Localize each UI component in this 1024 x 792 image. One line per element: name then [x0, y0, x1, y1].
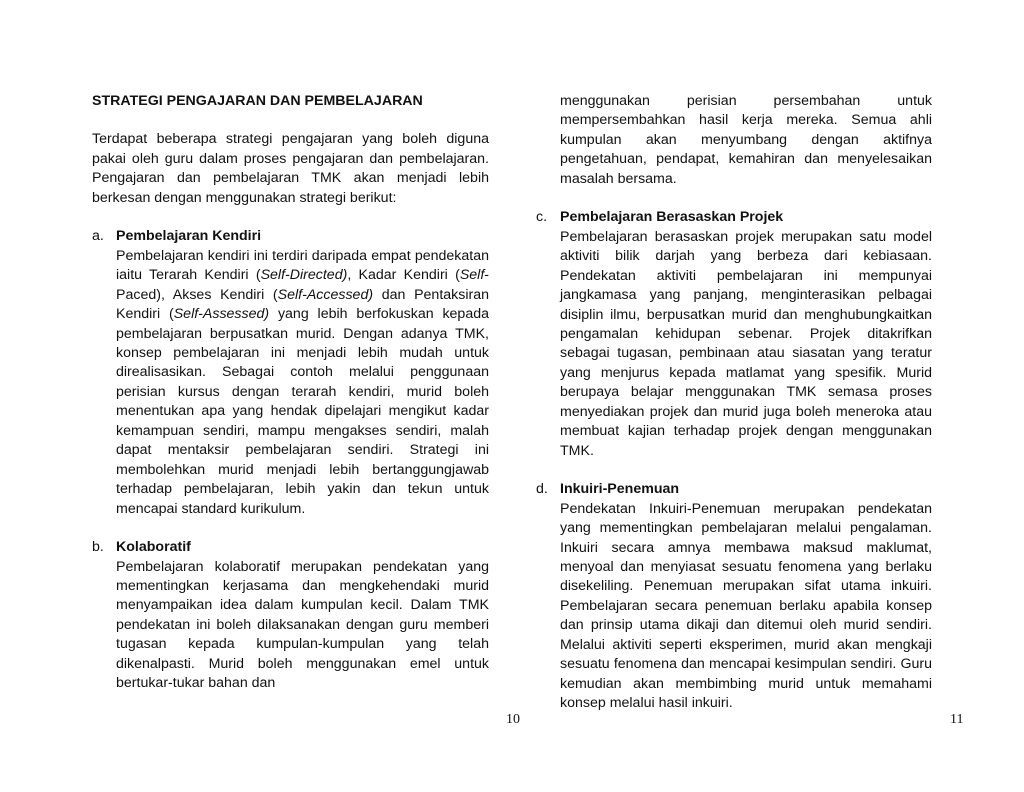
- left-page-column: [92, 92, 489, 694]
- item-a-title: Pembelajaran Kendiri: [116, 228, 262, 245]
- page-number-left: 10: [506, 712, 520, 727]
- page-number-right: 11: [950, 712, 964, 727]
- list-item-a: [92, 227, 489, 519]
- list-item-d: [536, 480, 932, 713]
- item-d-title: Inkuiri-Penemuan: [560, 481, 680, 498]
- item-b-text: Pembelajaran kolaboratif merupakan pendekatan yang mementingkan kerjasama dan mengkehendaki murid menyampaikan idea dalam kumpulan kecil. Dalam TMK pendekatan ini boleh dilaksanakan dengan guru memberi tugasan kepada kumpulan-kumpulan yang telah dikenalpasti. Murid boleh menggunakan emel untuk bertukar-tukar bahan dan: [116, 558, 489, 692]
- intro-paragraph: Terdapat beberapa strategi pengajaran yang boleh diguna pakai oleh guru dalam proses pengajaran dan pembelajaran. Pengajaran dan pembelajaran TMK akan menjadi lebih berkesan dengan menggunakan strategi berikut:: [92, 131, 489, 206]
- list-marker-a: a.: [92, 228, 104, 245]
- list-marker-b: b.: [92, 539, 104, 556]
- list-item-c: [536, 208, 932, 461]
- item-c-title: Pembelajaran Berasaskan Projek: [560, 209, 784, 226]
- item-b-title: Kolaboratif: [116, 539, 191, 556]
- list-marker-c: c.: [536, 209, 548, 226]
- item-a-text: Pembelajaran kendiri ini terdiri daripada empat pendekatan iaitu Terarah Kendiri (Self-Directed), Kadar Kendiri (Self-Paced), Akses Kendiri (Self-Accessed) dan Pentaksiran Kendiri (Self-Assessed) yang lebih berfokuskan kepada pembelajaran berpusatkan murid. Dengan adanya TMK, konsep pembelajaran ini menjadi lebih mudah untuk direalisasikan. Sebagai contoh melalui penggunaan perisian kursus dengan terarah kendiri, murid boleh menentukan apa yang hendak dipelajari mengikut kadar kemampuan sendiri, mampu mengakses sendiri, malah dapat mentaksir pembelajaran sendiri. Strategi ini membolehkan murid menjadi lebih bertanggungjawab terhadap pembelajaran, lebih yakin dan tekun untuk mencapai standard kurikulum.: [116, 247, 489, 517]
- continuation-paragraph: menggunakan perisian persembahan untuk mempersembahkan hasil kerja mereka. Semua ahli kumpulan akan menyumbang dengan aktifnya pengetahuan, pendapat, kemahiran dan menyelesaikan masalah bersama.: [560, 93, 932, 187]
- item-c-text: Pembelajaran berasaskan projek merupakan satu model aktiviti bilik darjah yang berbeza dari kebiasaan. Pendekatan aktiviti pembelajaran ini mempunyai jangkamasa yang panjang, menginterasikan pelbagai disiplin ilmu, berpusatkan murid dan menghubungkaitkan pengamalan kehidupan sebenar. Projek ditakrifkan sebagai tugasan, pembinaan atau siasatan yang teratur yang menjurus kepada matlamat yang spesifik. Murid berupaya belajar menggunakan TMK semasa proses menyediakan projek dan murid juga boleh meneroka atau membuat kajian terhadap projek dengan menggunakan TMK.: [560, 228, 932, 459]
- item-d-text: Pendekatan Inkuiri-Penemuan merupakan pendekatan yang mementingkan pembelajaran melalui pengalaman. Inkuiri secara amnya membawa maksud maklumat, menyoal dan menyiasat sesuatu fenomena yang berlaku disekeliling. Penemuan merupakan sifat utama inkuiri. Pembelajaran secara penemuan berlaku apabila konsep dan prinsip utama dikaji dan ditemui oleh murid sendiri. Melalui aktiviti seperti eksperimen, murid akan mengkaji sesuatu fenomena dan mencapai kesimpulan sendiri. Guru kemudian akan membimbing murid untuk memahami konsep melalui hasil inkuiri.: [560, 500, 932, 712]
- section-heading: STRATEGI PENGAJARAN DAN PEMBELAJARAN: [92, 93, 423, 109]
- list-item-b: [92, 538, 489, 694]
- right-page-column: [536, 92, 932, 714]
- list-marker-d: d.: [536, 481, 548, 498]
